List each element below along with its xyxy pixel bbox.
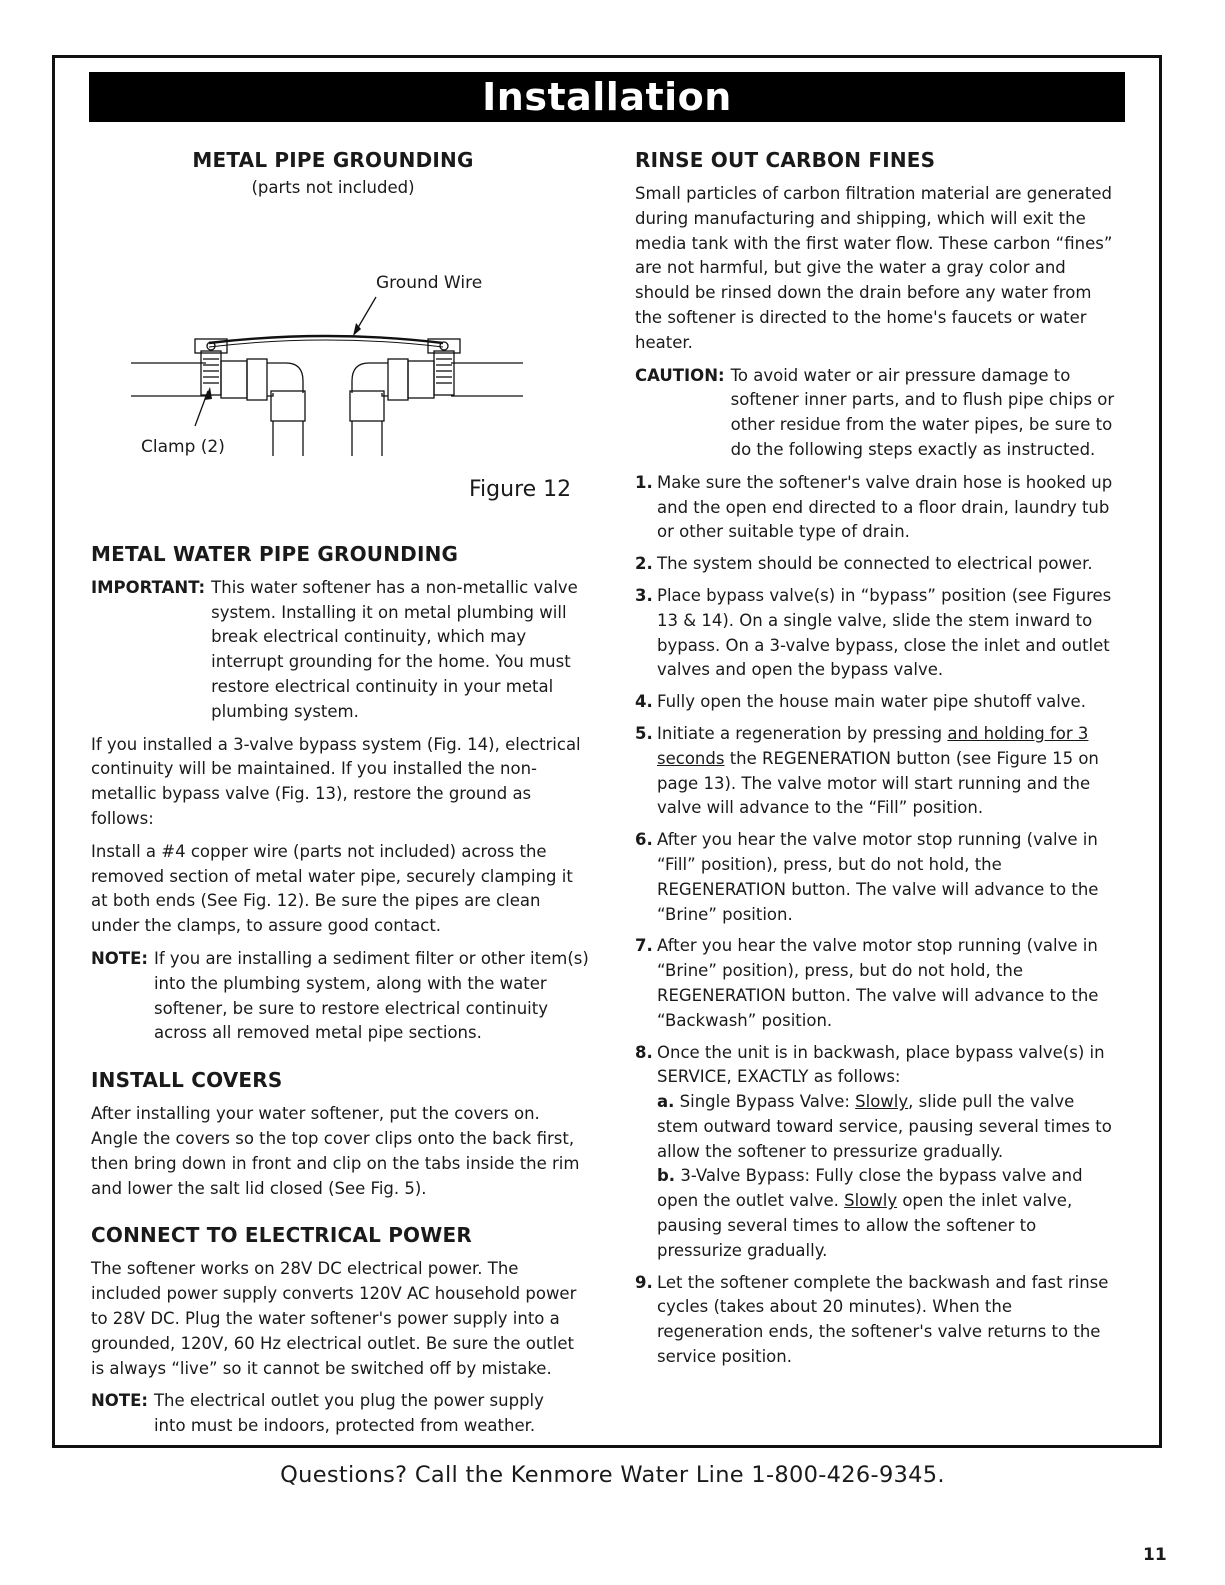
step-text: The system should be connected to electrical power. (657, 554, 1093, 574)
step-number: 9. (635, 1272, 653, 1292)
step-text (657, 1041, 1120, 1264)
figure-12 (91, 201, 591, 502)
important-text: This water softener has a non-metallic valve system. Installing it on metal plumbing will break electrical continuity, which may interrupt grounding for the home. You must restore electrical continuity in your metal plumbing system. (211, 577, 578, 721)
step-emphasis: Slowly (855, 1092, 909, 1112)
sediment-note (91, 947, 591, 1046)
water-pipe-para2: Install a #4 copper wire (parts not included) across the removed section of metal water pipe, securely clamping it at both ends (See Fig. 12). Be sure the pipes are clean under the clamps, to assure good contact. (91, 841, 573, 936)
note-text: If you are installing a sediment filter or other item(s) into the plumbing system, along with the water softener, be sure to restore electrical continuity across all removed metal pipe sections. (153, 948, 589, 1043)
outlet-note-text: The electrical outlet you plug the power supply into must be indoors, protected from weather. (153, 1391, 544, 1436)
important-label: IMPORTANT: (91, 577, 206, 597)
step-number: 7. (635, 936, 653, 956)
step-text (657, 722, 1120, 821)
step-number: 8. (635, 1042, 653, 1062)
step-text-part: the REGENERATION button (see Figure 15 on page 13). The valve motor will start running and the valve will advance to the “Fill” position. (657, 748, 1099, 818)
note-label-2: NOTE: (91, 1391, 148, 1411)
power-text: The softener works on 28V DC electrical power. The included power supply converts 120V AC household power to 28V DC. Plug the water softener's power supply into a grounded, 120V, 60 Hz electrical outlet. Be sure the outlet is always “live” so it cannot be switched off by mistake. (91, 1259, 577, 1378)
caution-note (635, 364, 1120, 463)
step-emphasis: and holding for 3 seconds (657, 723, 1089, 768)
metal-pipe-subheading: (parts not included) (251, 178, 415, 197)
figure-caption: Figure 12 (469, 476, 572, 502)
water-pipe-para1: If you installed a 3-valve bypass system (Fig. 14), electrical continuity will be maintained. If you installed the non-metallic bypass valve (Fig. 13), restore the ground as follows: (91, 734, 581, 828)
caution-text: To avoid water or air pressure damage to softener inner parts, and to flush pipe chips or other residue from the water pipes, be sure to do the following steps exactly as instructed. (730, 365, 1115, 459)
step-text: Let the softener complete the backwash and fast rinse cycles (takes about 20 minutes). When the regeneration ends, the softener's valve returns to the service position. (657, 1272, 1109, 1367)
step-3 (635, 584, 1120, 683)
step-4 (635, 690, 1120, 715)
substep-label: b. (657, 1166, 676, 1186)
step-number: 5. (635, 723, 653, 743)
carbon-fines-intro: Small particles of carbon filtration material are generated during manufacturing and shipping, which will exit the media tank with the first water flow. These carbon “fines” are not harmful, but give the water a gray color and should be rinsed down the drain before any water from the softener is directed to the home's faucets or water heater. (635, 184, 1113, 352)
step-text-part: Initiate a regeneration by pressing (657, 723, 948, 743)
step-emphasis: Slowly (844, 1191, 898, 1211)
note-label: NOTE: (91, 948, 148, 968)
metal-pipe-heading: METAL PIPE GROUNDING (192, 148, 474, 172)
step-text: After you hear the valve motor stop running (valve in “Brine” position), press, but do not hold, the REGENERATION button. The valve will advance to the “Backwash” position. (657, 936, 1099, 1030)
rinse-steps (635, 471, 1120, 1370)
step-1 (635, 471, 1120, 545)
step-text: After you hear the valve motor stop running (valve in “Fill” position), press, but do not hold, the REGENERATION button. The valve will advance to the “Brine” position. (657, 830, 1099, 924)
step-text-part: 3-Valve Bypass: Fully close the bypass valve and open the outlet valve. (657, 1166, 1083, 1211)
page-title: Installation (89, 72, 1125, 122)
step-number: 4. (635, 692, 653, 712)
step-6 (635, 828, 1120, 927)
page-number: 11 (1143, 1545, 1167, 1565)
right-column (635, 148, 1120, 1377)
covers-text: After installing your water softener, put the covers on. Angle the covers so the top cover clips onto the back first, then bring down in front and clip on the tabs inside the rim and lower the salt lid closed (See Fig. 5). (91, 1104, 580, 1198)
ground-wire-label: Ground Wire (376, 272, 483, 293)
step-text: Fully open the house main water pipe shutoff valve. (657, 692, 1086, 712)
power-heading: CONNECT TO ELECTRICAL POWER (91, 1223, 472, 1248)
covers-heading: INSTALL COVERS (91, 1068, 283, 1093)
step-text: Make sure the softener's valve drain hose is hooked up and the open end directed to a floor drain, laundry tub or other suitable type of drain. (657, 472, 1113, 542)
water-pipe-heading: METAL WATER PIPE GROUNDING (91, 541, 459, 566)
step-number: 3. (635, 585, 653, 605)
step-text: Place bypass valve(s) in “bypass” position (see Figures 13 & 14). On a single valve, slide the stem inward to bypass. On a 3-valve bypass, close the inlet and outlet valves and open the bypass valve. (657, 585, 1112, 680)
step-text-part: open the inlet valve, pausing several times to allow the softener to pressurize gradually. (657, 1191, 1073, 1260)
step-text-part: Once the unit is in backwash, place bypass valve(s) in SERVICE, EXACTLY as follows: (657, 1042, 1105, 1087)
step-number: 2. (635, 554, 653, 574)
outlet-note (91, 1389, 591, 1439)
step-number: 1. (635, 472, 653, 492)
step-9 (635, 1271, 1120, 1370)
footer-helpline: Questions? Call the Kenmore Water Line 1-800-426-9345. (280, 1462, 945, 1488)
step-text-part: , slide pull the valve stem outward toward service, pausing several times to allow the softener to pressurize gradually. (657, 1092, 1112, 1161)
step-8 (635, 1041, 1120, 1264)
clamp-label: Clamp (2) (141, 436, 225, 457)
important-note (91, 576, 591, 725)
pipe-grounding-diagram (91, 201, 591, 456)
step-5 (635, 722, 1120, 821)
step-2 (635, 552, 1120, 577)
substep-label: a. (657, 1092, 675, 1112)
left-column (91, 148, 591, 1439)
step-text-part: Single Bypass Valve: (674, 1092, 856, 1112)
step-7 (635, 934, 1120, 1033)
carbon-fines-heading: RINSE OUT CARBON FINES (635, 148, 936, 172)
step-number: 6. (635, 830, 653, 850)
caution-label: CAUTION: (635, 365, 725, 385)
